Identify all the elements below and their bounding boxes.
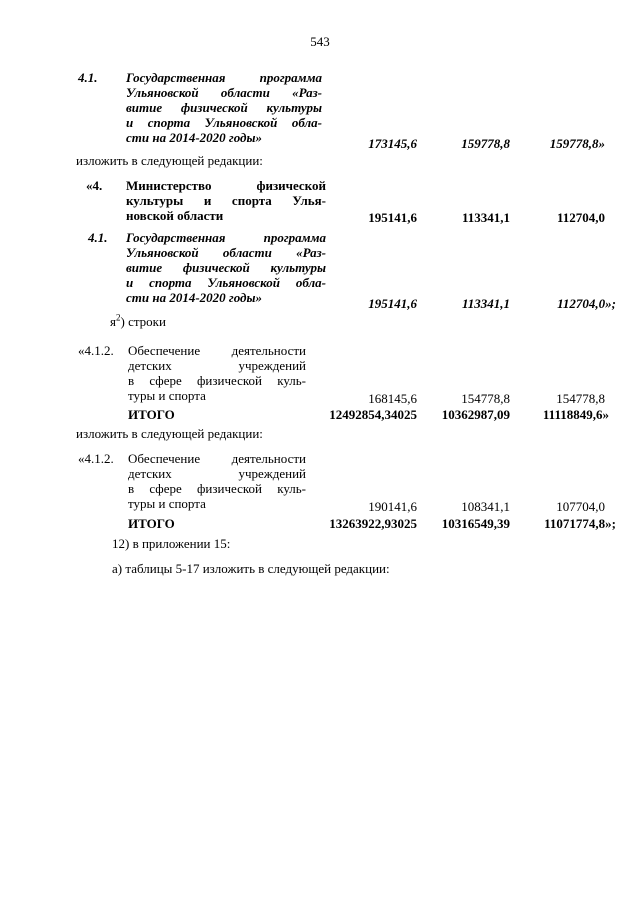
value-2018: 173145,6 [368, 136, 417, 151]
value-2020: 154778,8 [556, 391, 605, 406]
row-name: Министерство физической культуры и спорта Улья- новской области [126, 178, 326, 223]
value-2018: 195141,6 [368, 210, 417, 225]
total-2018: 13263922,93025 [329, 516, 417, 531]
value-2019: 154778,8 [461, 391, 510, 406]
row-code: «4. [86, 178, 103, 193]
value-2020: 112704,0 [556, 210, 605, 225]
value-2020: 112704,0»; [557, 296, 616, 311]
page-number: 543 [310, 34, 330, 49]
total-label: ИТОГО [128, 407, 175, 422]
total-label: ИТОГО [128, 516, 175, 531]
row-code: 4.1. [88, 230, 108, 245]
edit-instruction: изложить в следующей редакции: [76, 426, 263, 441]
value-2019: 113341,1 [461, 210, 510, 225]
total-2019: 10316549,39 [441, 516, 510, 531]
row-name: Обеспечение деятельности детских учреждений в сфере физической куль- туры и спорта [128, 451, 306, 511]
row-code: 4.1. [78, 70, 98, 85]
value-2020: 107704,0 [556, 499, 605, 514]
total-2018: 12492854,34025 [329, 407, 417, 422]
row-code: «4.1.2. [78, 343, 114, 358]
value-2018: 190141,6 [368, 499, 417, 514]
value-2018: 195141,6 [368, 296, 417, 311]
total-2019: 10362987,09 [441, 407, 510, 422]
value-2018: 168145,6 [368, 391, 417, 406]
total-2020: 11118849,6» [542, 407, 609, 422]
item-a: а) таблицы 5-17 изложить в следующей редакции: [112, 561, 390, 576]
item-ya2: $я^2$) строки [110, 312, 166, 329]
item-12: 12) в приложении 15: [112, 536, 231, 551]
value-2019: 108341,1 [461, 499, 510, 514]
row-name: Государственная программа Ульяновской области «Раз- витие физической культуры и спорта Ульяновской обла- сти на 2014-2020 годы» [126, 70, 322, 145]
row-code: «4.1.2. [78, 451, 114, 466]
row-name: Государственная программа Ульяновской области «Раз- витие физической культуры и спорта Ульяновской обла- сти на 2014-2020 годы» [126, 230, 326, 305]
edit-instruction: изложить в следующей редакции: [76, 153, 263, 168]
row-name: Обеспечение деятельности детских учреждений в сфере физической куль- туры и спорта [128, 343, 306, 403]
value-2019: 113341,1 [461, 296, 510, 311]
value-2019: 159778,8 [461, 136, 510, 151]
total-2020: 11071774,8»; [544, 516, 616, 531]
value-2020: 159778,8» [549, 136, 605, 151]
